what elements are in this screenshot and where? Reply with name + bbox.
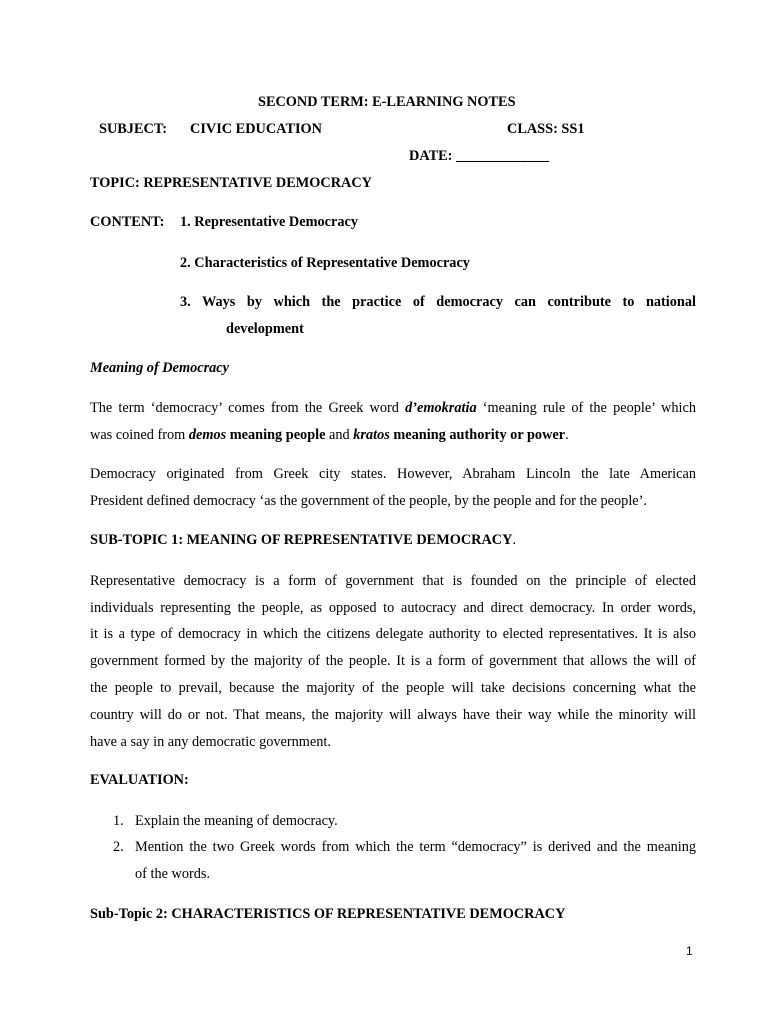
class-label: CLASS: SS1	[507, 121, 585, 137]
greek-term-demokratia: d’emokratia	[405, 400, 477, 416]
text-run: was coined from	[90, 427, 189, 443]
subject-value: CIVIC EDUCATION	[190, 121, 322, 137]
subtopic-2-heading: Sub-Topic 2: CHARACTERISTICS OF REPRESENTATIVE DEMOCRACY	[90, 906, 566, 922]
text-run: ‘meaning rule of the people’ which	[476, 400, 696, 416]
date-label: DATE: _____________	[409, 148, 549, 164]
meaning-paragraph-line-1	[90, 399, 696, 417]
evaluation-item-2-text-continued: of the words.	[135, 866, 211, 882]
content-item-1: 1. Representative Democracy	[180, 214, 358, 230]
evaluation-item-2-number: 2.	[113, 839, 124, 855]
text-run: and	[325, 427, 354, 443]
evaluation-item-1-number: 1.	[113, 813, 124, 829]
page-number: 1	[686, 944, 693, 958]
content-item-2: 2. Characteristics of Representative Democracy	[180, 255, 470, 271]
evaluation-item-1-text: Explain the meaning of democracy.	[135, 813, 338, 829]
greek-term-kratos: kratos	[353, 427, 390, 443]
content-label: CONTENT:	[90, 214, 165, 230]
subtopic-1-line-2: individuals representing the people, as opposed to autocracy and direct democracy. In order words,	[90, 600, 696, 616]
subtopic-1-line-1: Representative democracy is a form of government that is founded on the principle of elected	[90, 573, 696, 589]
document-title: SECOND TERM: E-LEARNING NOTES	[258, 94, 516, 110]
text-run: .	[565, 427, 569, 443]
greek-term-demos: demos	[188, 427, 227, 443]
subtopic-1-line-6: country will do or not. That means, the majority will always have their way while the minority will	[90, 707, 696, 723]
evaluation-item-2-text: Mention the two Greek words from which the term “democracy” is derived and the meaning	[135, 839, 696, 855]
subject-label: SUBJECT:	[99, 121, 168, 137]
subtopic-1-line-7: have a say in any democratic government.	[90, 734, 331, 750]
content-item-3-continued: development	[226, 321, 304, 337]
demos-meaning: meaning people	[226, 427, 326, 443]
subtopic-1-heading	[90, 531, 516, 549]
subtopic-1-heading-text: SUB-TOPIC 1: MEANING OF REPRESENTATIVE DEMOCRACY	[90, 532, 513, 548]
content-item-3: 3. Ways by which the practice of democracy can contribute to national	[180, 294, 696, 310]
kratos-meaning: meaning authority or power	[389, 427, 566, 443]
origin-paragraph-line-2: President defined democracy ‘as the government of the people, by the people and for the people’.	[90, 493, 647, 509]
origin-paragraph-line-1: Democracy originated from Greek city states. However, Abraham Lincoln the late American	[90, 466, 696, 482]
evaluation-heading: EVALUATION:	[90, 772, 189, 788]
text-run: The term ‘democracy’ comes from the Greek word	[90, 400, 406, 416]
meaning-paragraph-line-2	[90, 426, 569, 444]
meaning-of-democracy-heading: Meaning of Democracy	[90, 360, 229, 376]
subtopic-1-line-4: government formed by the majority of the people. It is a form of government that allows the will of	[90, 653, 696, 669]
subtopic-1-line-3: it is a type of democracy in which the citizens delegate authority to elected representatives. It is also	[90, 626, 696, 642]
subtopic-1-line-5: the people to prevail, because the majority of the people will take decisions concerning what the	[90, 680, 696, 696]
topic-heading: TOPIC: REPRESENTATIVE DEMOCRACY	[90, 175, 372, 191]
text-run: .	[512, 532, 517, 548]
